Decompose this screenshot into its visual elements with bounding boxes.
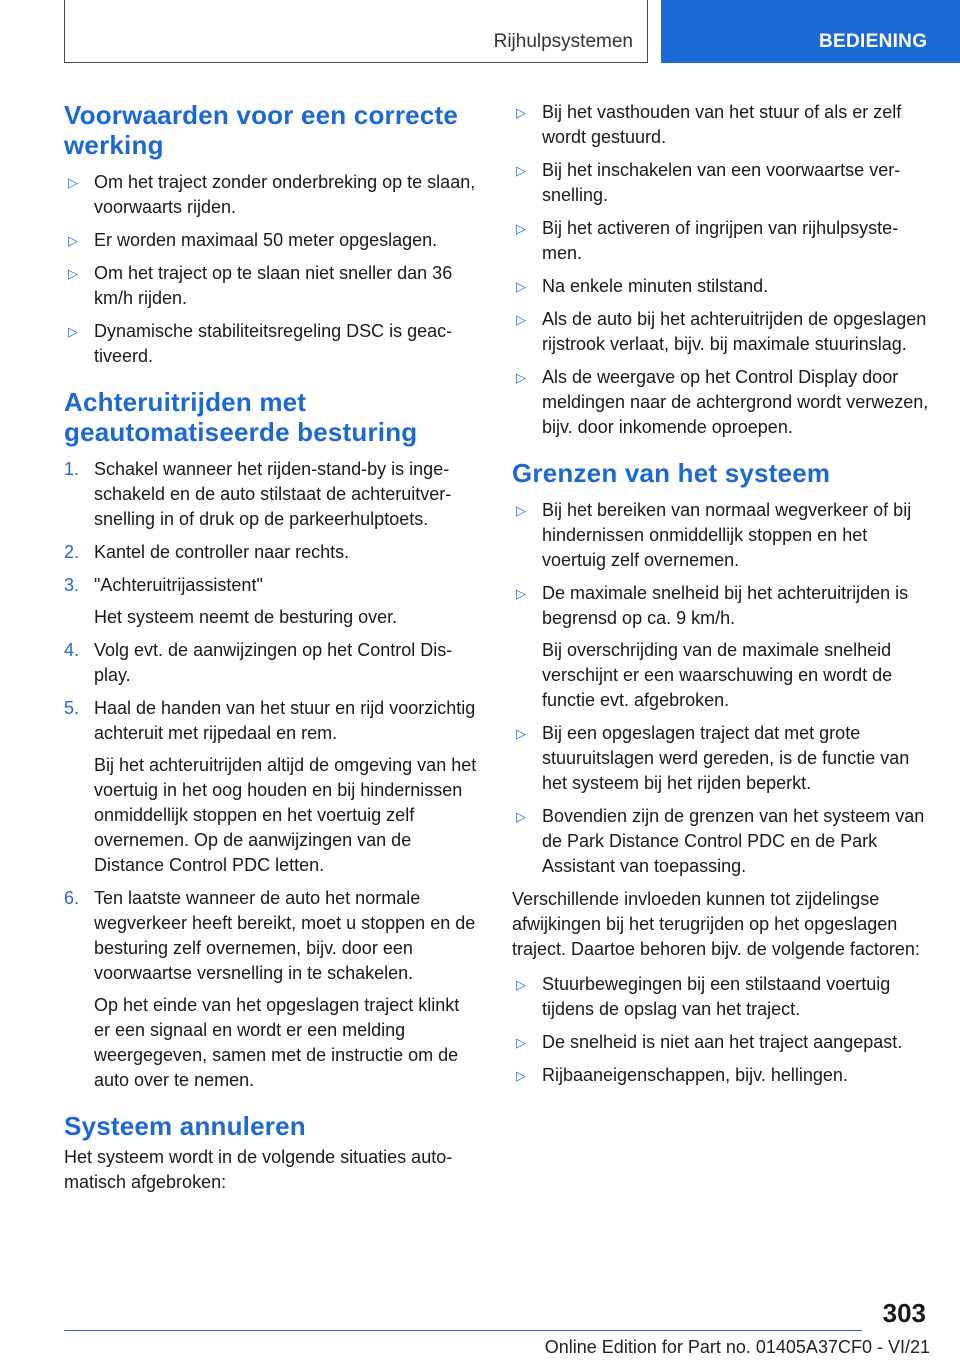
step-number: 6. — [64, 888, 80, 908]
list-item: ▷ De maximale snelheid bij het achteruitrijden is begrensd op ca. 9 km/h. Bij overschrijding van de maximale snelheid verschijnt er een waarschuwing en wordt de functie evt. afgebroken. — [512, 581, 932, 713]
bullet-triangle-icon: ▷ — [68, 324, 78, 339]
list-item: ▷ Bovendien zijn de grenzen van het systeem van de Park Distance Control PDC en de Park Assistant van toepassing. — [516, 806, 925, 876]
section-system-limits — [512, 458, 932, 1088]
step-number: 3. — [64, 575, 80, 595]
section-title: Voorwaarden voor een correcte werking — [64, 100, 459, 160]
list-item: ▷ Er worden maximaal 50 meter opgeslagen. — [64, 228, 478, 253]
step-item: 1. Schakel wanneer het rijden-stand-by is ingeschakeld en de auto stilstaat de achteruitversnelling in of druk op de parkeerhulptoets. — [64, 459, 452, 529]
right-column — [512, 100, 932, 1096]
list-item: ▷ Als de auto bij het achteruitrijden de opgeslagen rijstrook verlaat, bijv. bij maximale stuurinslag. — [516, 309, 927, 354]
header-chapter-tab — [661, 0, 960, 63]
bullet-triangle-icon: ▷ — [516, 1035, 526, 1050]
bullet-triangle-icon: ▷ — [68, 266, 78, 281]
list-item: ▷ Stuurbewegingen bij een stilstaand voertuig tijdens de opslag van het traject. — [516, 974, 891, 1019]
list-item: ▷ Bij het activeren of ingrijpen van rijhulpsystemen. — [516, 218, 899, 263]
bullet-triangle-icon: ▷ — [516, 1068, 526, 1083]
step-number: 1. — [64, 459, 80, 479]
bullet-triangle-icon: ▷ — [68, 175, 78, 190]
list-item: ▷ Dynamische stabiliteitsregeling DSC is geactiveerd. — [68, 321, 453, 366]
bullet-triangle-icon: ▷ — [516, 977, 526, 992]
step-note: Bij het achteruitrijden altijd de omgeving van het voertuig in het oog houden en bij hindernissen onmiddellijk stoppen en het voertuig zelf overnemen. Op de aanwijzingen van de Distance Control PDC letten. — [94, 755, 477, 875]
bullet-triangle-icon: ▷ — [516, 312, 526, 327]
list-item: ▷ Als de weergave op het Control Display door meldingen naar de achtergrond wordt verwezen, bijv. door inkomende oproepen. — [516, 367, 929, 437]
left-column — [64, 100, 478, 1195]
header-section-title: Rijhulpsystemen — [493, 31, 633, 52]
header-chapter-title: BEDIENING — [819, 31, 928, 52]
list-item: ▷ Bij het vasthouden van het stuur of als er zelf wordt gestuurd. — [516, 102, 902, 147]
bullet-triangle-icon: ▷ — [516, 503, 526, 518]
step-number: 4. — [64, 640, 80, 660]
step-item: 5. Haal de handen van het stuur en rijd voorzichtig achteruit met rijpedaal en rem. Bij het achteruitrijden altijd de omgeving van het voertuig in het oog houden en bij hindernissen onmiddellijk stoppen en het voertuig zelf overnemen. Op de aanwijzingen van de Distance Control PDC letten. — [64, 696, 478, 878]
bullet-triangle-icon: ▷ — [516, 163, 526, 178]
list-item: ▷ Bij het bereiken van normaal wegverkeer of bij hindernissen onmiddellijk stoppen en het voertuig zelf overnemen. — [516, 500, 912, 570]
step-item: 4. Volg evt. de aanwijzingen op het Control Display. — [64, 640, 453, 685]
step-number: 2. — [64, 542, 80, 562]
list-item: ▷ Om het traject zonder onderbreking op te slaan, voorwaarts rijden. — [68, 172, 476, 217]
item-note: Bij overschrijding van de maximale snelheid verschijnt er een waarschuwing en wordt de functie evt. afgebroken. — [542, 640, 893, 710]
numbered-list — [64, 457, 478, 1093]
section-title: Grenzen van het systeem — [512, 458, 831, 488]
list-item: ▷ Na enkele minuten stilstand. — [512, 274, 932, 299]
page-number: 303 — [882, 1298, 926, 1328]
bullet-triangle-icon: ▷ — [516, 221, 526, 236]
paragraph: Verschillende invloeden kunnen tot zijdelingse afwijkingen bij het terugrijden op het opgeslagen traject. Daartoe behoren bijv. de volgende factoren: — [512, 889, 920, 959]
bullet-triangle-icon: ▷ — [68, 233, 78, 248]
step-item: 3. "Achteruitrijassistent" Het systeem neemt de besturing over. — [64, 573, 478, 630]
bullet-triangle-icon: ▷ — [516, 105, 526, 120]
list-item: ▷ Rijbaaneigenschappen, bijv. hellingen. — [512, 1063, 932, 1088]
step-note: Het systeem neemt de besturing over. — [94, 607, 398, 627]
list-item: ▷ De snelheid is niet aan het traject aangepast. — [512, 1030, 932, 1055]
step-note: Op het einde van het opgeslagen traject klinkt er een signaal en wordt er een melding weergegeven, samen met de instructie om de auto over te nemen. — [94, 995, 460, 1090]
list-item: ▷ Bij een opgeslagen traject dat met grote stuuruitslagen werd gereden, is de functie van het systeem bij het rijden beperkt. — [516, 723, 910, 793]
bullet-list — [512, 498, 932, 879]
step-number: 5. — [64, 698, 80, 718]
bullet-list — [512, 100, 932, 440]
section-cancel-system — [64, 1111, 478, 1195]
paragraph: Het systeem wordt in de volgende situaties automatisch afgebroken: — [64, 1147, 453, 1192]
bullet-list — [64, 170, 478, 369]
list-item: ▷ Bij het inschakelen van een voorwaartse versnelling. — [516, 160, 901, 205]
bullet-list — [512, 972, 932, 1088]
footer-divider — [64, 1330, 862, 1331]
section-title: Systeem annuleren — [64, 1111, 306, 1141]
step-item: 2. Kantel de controller naar rechts. — [64, 540, 478, 565]
header-section-box — [64, 0, 648, 63]
section-requirements — [64, 100, 478, 369]
section-automatic-reversing — [64, 387, 478, 1093]
section-title: Achteruitrijden met geautomatiseerde besturing — [64, 387, 418, 447]
step-item: 6. Ten laatste wanneer de auto het normale wegverkeer heeft bereikt, moet u stoppen en de besturing zelf overnemen, bijv. door een voorwaartse versnelling in te schakelen. Op het einde van het opgeslagen traject klinkt er een signaal en wordt er een melding weergegeven, samen met de instructie om de auto over te nemen. — [64, 886, 478, 1093]
bullet-triangle-icon: ▷ — [516, 279, 526, 294]
footer-edition: Online Edition for Part no. 01405A37CF0 - VI/21 — [544, 1337, 930, 1357]
bullet-triangle-icon: ▷ — [516, 370, 526, 385]
bullet-triangle-icon: ▷ — [516, 809, 526, 824]
list-item: ▷ Om het traject op te slaan niet sneller dan 36 km/h rijden. — [68, 263, 453, 308]
bullet-triangle-icon: ▷ — [516, 586, 526, 601]
bullet-triangle-icon: ▷ — [516, 726, 526, 741]
